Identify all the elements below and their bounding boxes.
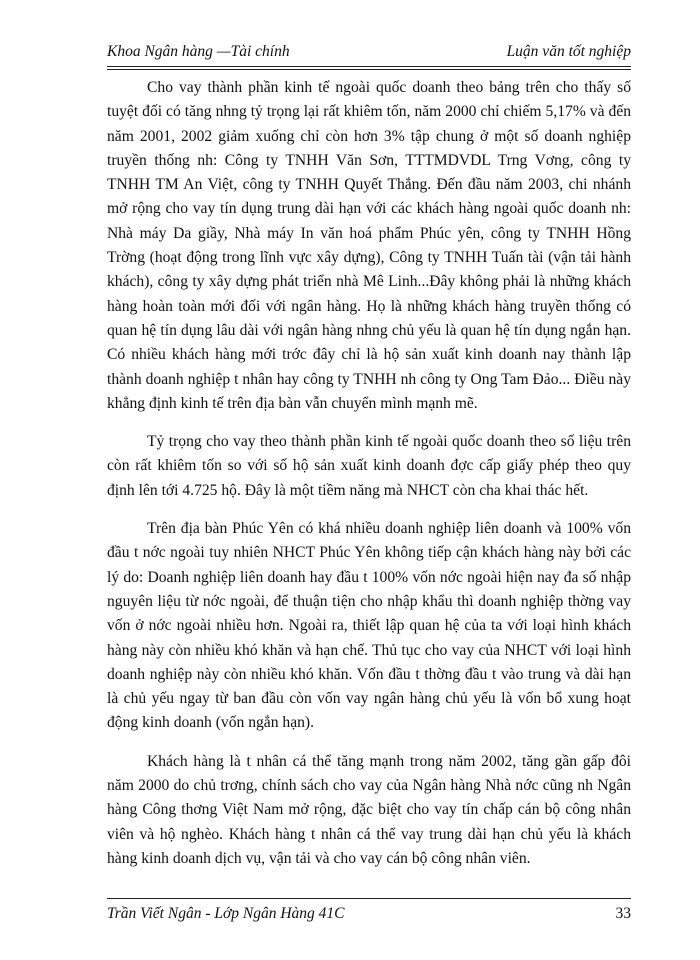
- header-document-type: Luận văn tốt nghiệp: [506, 43, 631, 60]
- header-faculty: Khoa Ngân hàng —Tài chính: [107, 43, 290, 60]
- paragraph-3: Trên địa bàn Phúc Yên có khá nhiều doanh nghiệp liên doanh và 100% vốn đầu t nớc ngoài tuy nhiên NHCT Phúc Yên không tiếp cận khách hàng này bởi các lý do: Doanh nghiệp liên doanh hay đầu t 100% vốn nớc ngoài hiện nay đa số nhập nguyên liệu từ nớc ngoài, để thuận tiện cho nhập khẩu thì doanh nghiệp thờng vay vốn ở nớc ngoài nhiều hơn. Ngoài ra, thiết lập quan hệ của ta với loại hình khách hàng này còn nhiều khó khăn và hạn chế. Thủ tục cho vay của NHCT với loại hình doanh nghiệp này còn nhiều khó khăn. Vốn đầu t thờng đầu t vào trung và dài hạn là chủ yếu ngay từ ban đầu còn vốn vay ngân hàng chủ yếu là vốn bổ xung hoạt động kinh doanh (vốn ngắn hạn).: [107, 520, 631, 732]
- page-footer: [107, 898, 631, 929]
- paragraph-1: Cho vay thành phần kinh tế ngoài quốc doanh theo bảng trên cho thấy số tuyệt đối có tăng nhng tỷ trọng lại rất khiêm tốn, năm 2000 chỉ chiếm 5,17% và đến năm 2001, 2002 giảm xuống chỉ còn hơn 3% tập chung ở một số doanh nghiệp truyền thống nh: Công ty TNHH Văn Sơn, TTTMDVDL Trng Vơng, công ty TNHH TM An Việt, công ty TNHH Quyết Thắng. Đến đầu năm 2003, chi nhánh mở rộng cho vay tín dụng trung dài hạn với các khách hàng ngoài quốc doanh nh: Nhà máy Da giầy, Nhà máy In văn hoá phẩm Phúc yên, công ty TNHH Hồng Trờng (hoạt động trong lĩnh vực xây dựng), Công ty TNHH Tuấn tài (vận tải hành khách), công ty xây dựng phát triển nhà Mê Linh...Đây không phải là những khách hàng hoàn toàn mới đối với ngân hàng. Họ là những khách hàng truyền thống có quan hệ tín dụng lâu dài với ngân hàng nhng chủ yếu là quan hệ tín dụng ngắn hạn. Có nhiều khách hàng mới trớc đây chỉ là hộ sản xuất kinh doanh nay thành lập thành doanh nghiệp t nhân hay công ty TNHH nh công ty Ong Tam Đảo... Điều này khẳng định kinh tế trên địa bàn vẫn chuyển mình mạnh mẽ.: [107, 79, 631, 412]
- paragraph-4: Khách hàng là t nhân cá thể tăng mạnh trong năm 2002, tăng gần gấp đôi năm 2000 do chủ trơng, chính sách cho vay của Ngân hàng Nhà nớc cũng nh Ngân hàng Công thơng Việt Nam mở rộng, đặc biệt cho vay tín chấp cán bộ công nhân viên và hộ nghèo. Khách hàng t nhân cá thể vay trung dài hạn chủ yếu là khách hàng kinh doanh dịch vụ, vận tải và cho vay cán bộ công nhân viên.: [107, 752, 631, 867]
- paragraph-2: Tỷ trọng cho vay theo thành phần kinh tế ngoài quốc doanh theo số liệu trên còn rất khiêm tốn so với số hộ sản xuất kinh doanh đợc cấp giấy phép theo quy định lên tới 4.725 hộ. Đây là một tiềm năng mà NHCT còn cha khai thác hết.: [107, 433, 631, 499]
- page-header: [107, 40, 631, 67]
- page-body: [107, 76, 631, 885]
- footer-author: Trần Viết Ngân - Lớp Ngân Hàng 41C: [107, 905, 345, 922]
- page-number: 33: [615, 905, 631, 922]
